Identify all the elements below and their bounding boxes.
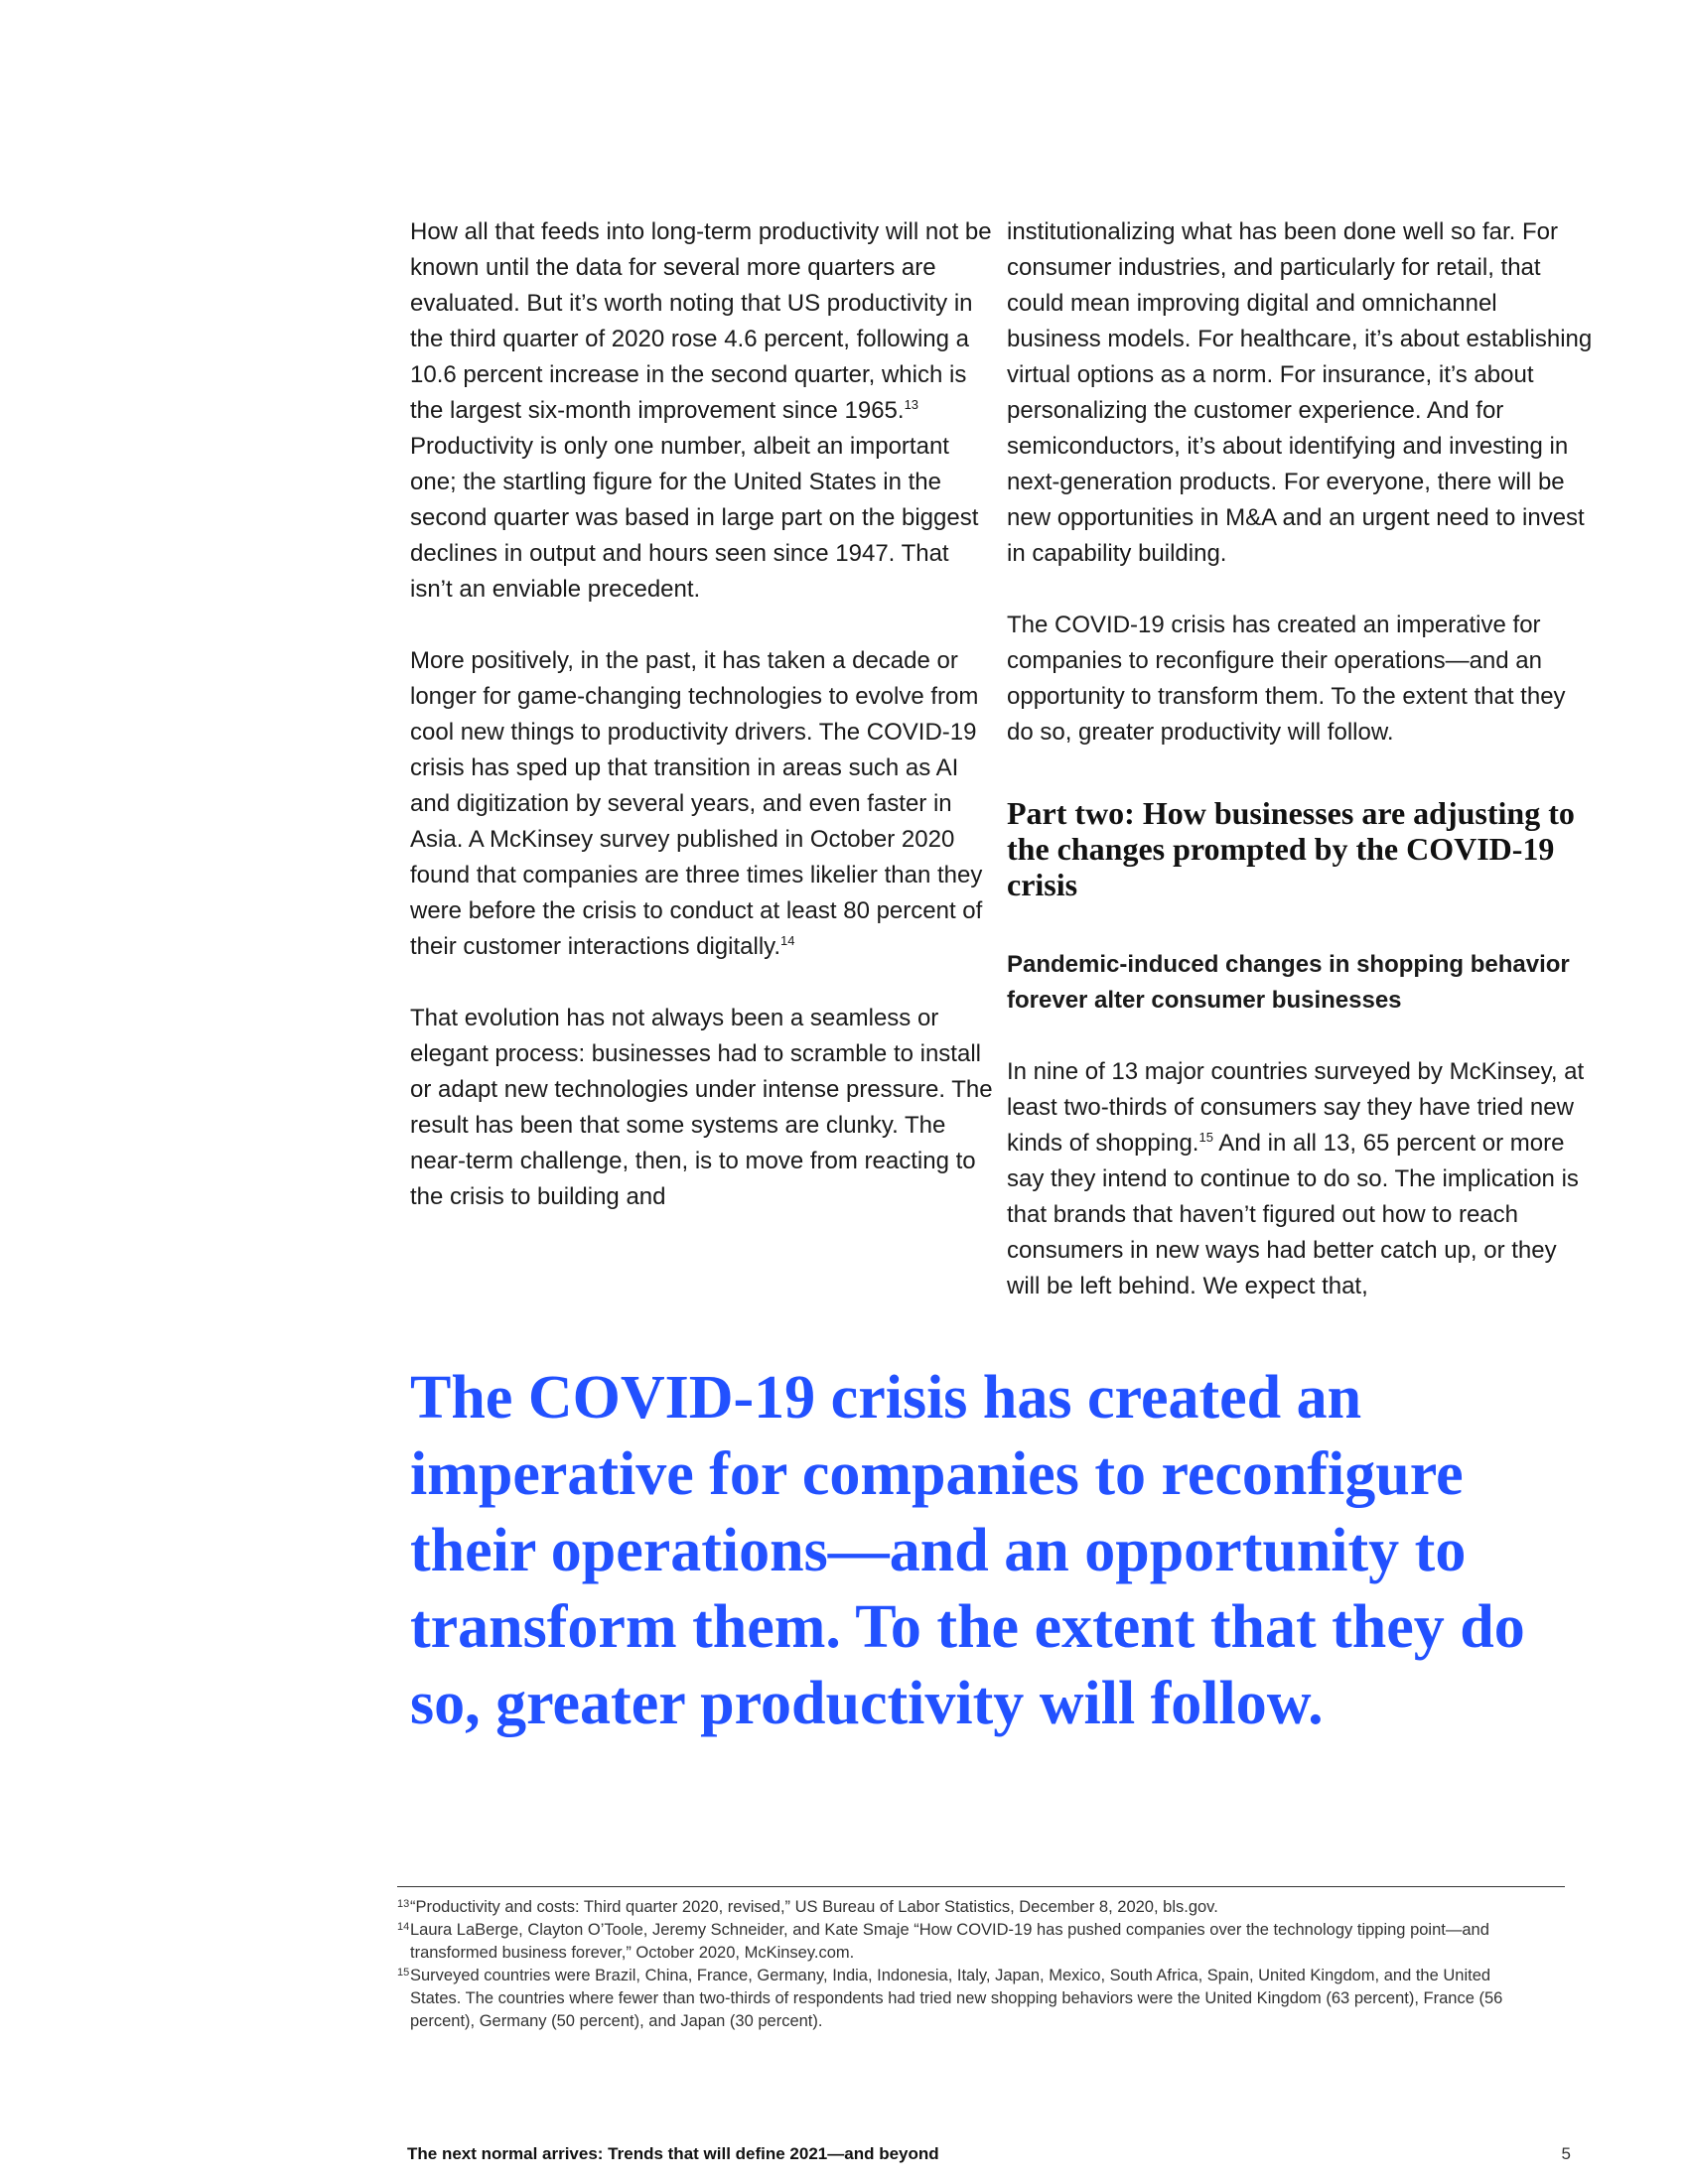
body-paragraph: In nine of 13 major countries surveyed by McKinsey, at least two-thirds of consumers say they have tried new kinds of shopping.$^{15}$ And in all 13, 65 percent or more say they intend to continue to do so. The implication is that brands that haven’t figured out how to reach consumers in new ways had better catch up, or they will be left behind. We expect that,	[1007, 1058, 1585, 1299]
page-number: 5	[1561, 2144, 1571, 2163]
footnote-text: “Productivity and costs: Third quarter 2020, revised,” US Bureau of Labor Statistics, December 8, 2020, bls.gov.	[410, 1898, 1218, 1916]
footnote-divider	[397, 1886, 1565, 1887]
body-paragraph: How all that feeds into long-term productivity will not be known until the data for several more quarters are evaluated. But it’s worth noting that US productivity in the third quarter of 2020 rose 4.6 percent, following a 10.6 percent increase in the second quarter, which is the largest six-month improvement since 1965.13 Productivity is only one number, albeit an important one; the startling figure for the United States in the second quarter was based in large part on the biggest declines in output and hours seen since 1947. That isn’t an enviable precedent.	[410, 218, 992, 603]
footnote-ref[interactable]: 13	[904, 397, 919, 412]
page-footer-title: The next normal arrives: Trends that will define 2021—and beyond	[407, 2144, 939, 2163]
body-paragraph: That evolution has not always been a seamless or elegant process: businesses had to scramble to install or adapt new technologies under intense pressure. The result has been that some systems are clunky. The near-term challenge, then, is to move from reacting to the crisis to building and	[410, 1005, 993, 1210]
sub-heading: Pandemic-induced changes in shopping behavior forever alter consumer businesses	[1007, 951, 1570, 1014]
footnotes	[397, 1896, 1529, 2033]
body-paragraph: More positively, in the past, it has taken a decade or longer for game-changing technologies to evolve from cool new things to productivity drivers. The COVID-19 crisis has sped up that transition in areas such as AI and digitization by several years, and even faster in Asia. A McKinsey survey published in October 2020 found that companies are three times likelier than they were before the crisis to conduct at least 80 percent of their customer interactions digitally.$^{14}$	[410, 647, 983, 960]
footnote-text: Laura LaBerge, Clayton O’Toole, Jeremy Schneider, and Kate Smaje “How COVID-19 has pushed companies over the technology tipping point—and transformed business forever,” October 2020, McKinsey.com.	[410, 1921, 1489, 1962]
body-paragraph: The COVID-19 crisis has created an imperative for companies to reconfigure their operations—and an opportunity to transform them. To the extent that they do so, greater productivity will follow.	[1007, 612, 1566, 746]
footnote-item	[397, 1965, 1529, 2033]
footnote-ref[interactable]: 15	[1198, 1130, 1213, 1145]
footnote-text: Surveyed countries were Brazil, China, France, Germany, India, Indonesia, Italy, Japan, Mexico, South Africa, Spain, United Kingdom, and the United States. The countries where fewer than two-thirds of respondents had tried new shopping behaviors were the United Kingdom (63 percent), France (56 percent), Germany (50 percent), and Japan (30 percent).	[410, 1967, 1503, 2030]
section-heading: Part two: How businesses are adjusting to the changes prompted by the COVID-19 crisis	[1007, 795, 1575, 902]
footnote-item	[397, 1919, 1529, 1965]
footnote-ref[interactable]: 14	[780, 933, 795, 948]
footnote-number: 14	[397, 1921, 410, 1933]
footnote-item	[397, 1896, 1529, 1919]
footnote-number: 15	[397, 1967, 410, 1979]
footnote-number: 13	[397, 1898, 410, 1910]
pull-quote: The COVID-19 crisis has created an imperative for companies to reconfigure their operations—and an opportunity to transform them. To the extent that they do so, greater productivity will follow.	[410, 1364, 1525, 1737]
left-column	[410, 214, 996, 1215]
right-column	[1007, 214, 1593, 1304]
body-paragraph: institutionalizing what has been done well so far. For consumer industries, and particularly for retail, that could mean improving digital and omnichannel business models. For healthcare, it’s about establishing virtual options as a norm. For insurance, it’s about personalizing the customer experience. And for semiconductors, it’s about identifying and investing in next-generation products. For everyone, there will be new opportunities in M&A and an urgent need to invest in capability building.	[1007, 218, 1593, 567]
